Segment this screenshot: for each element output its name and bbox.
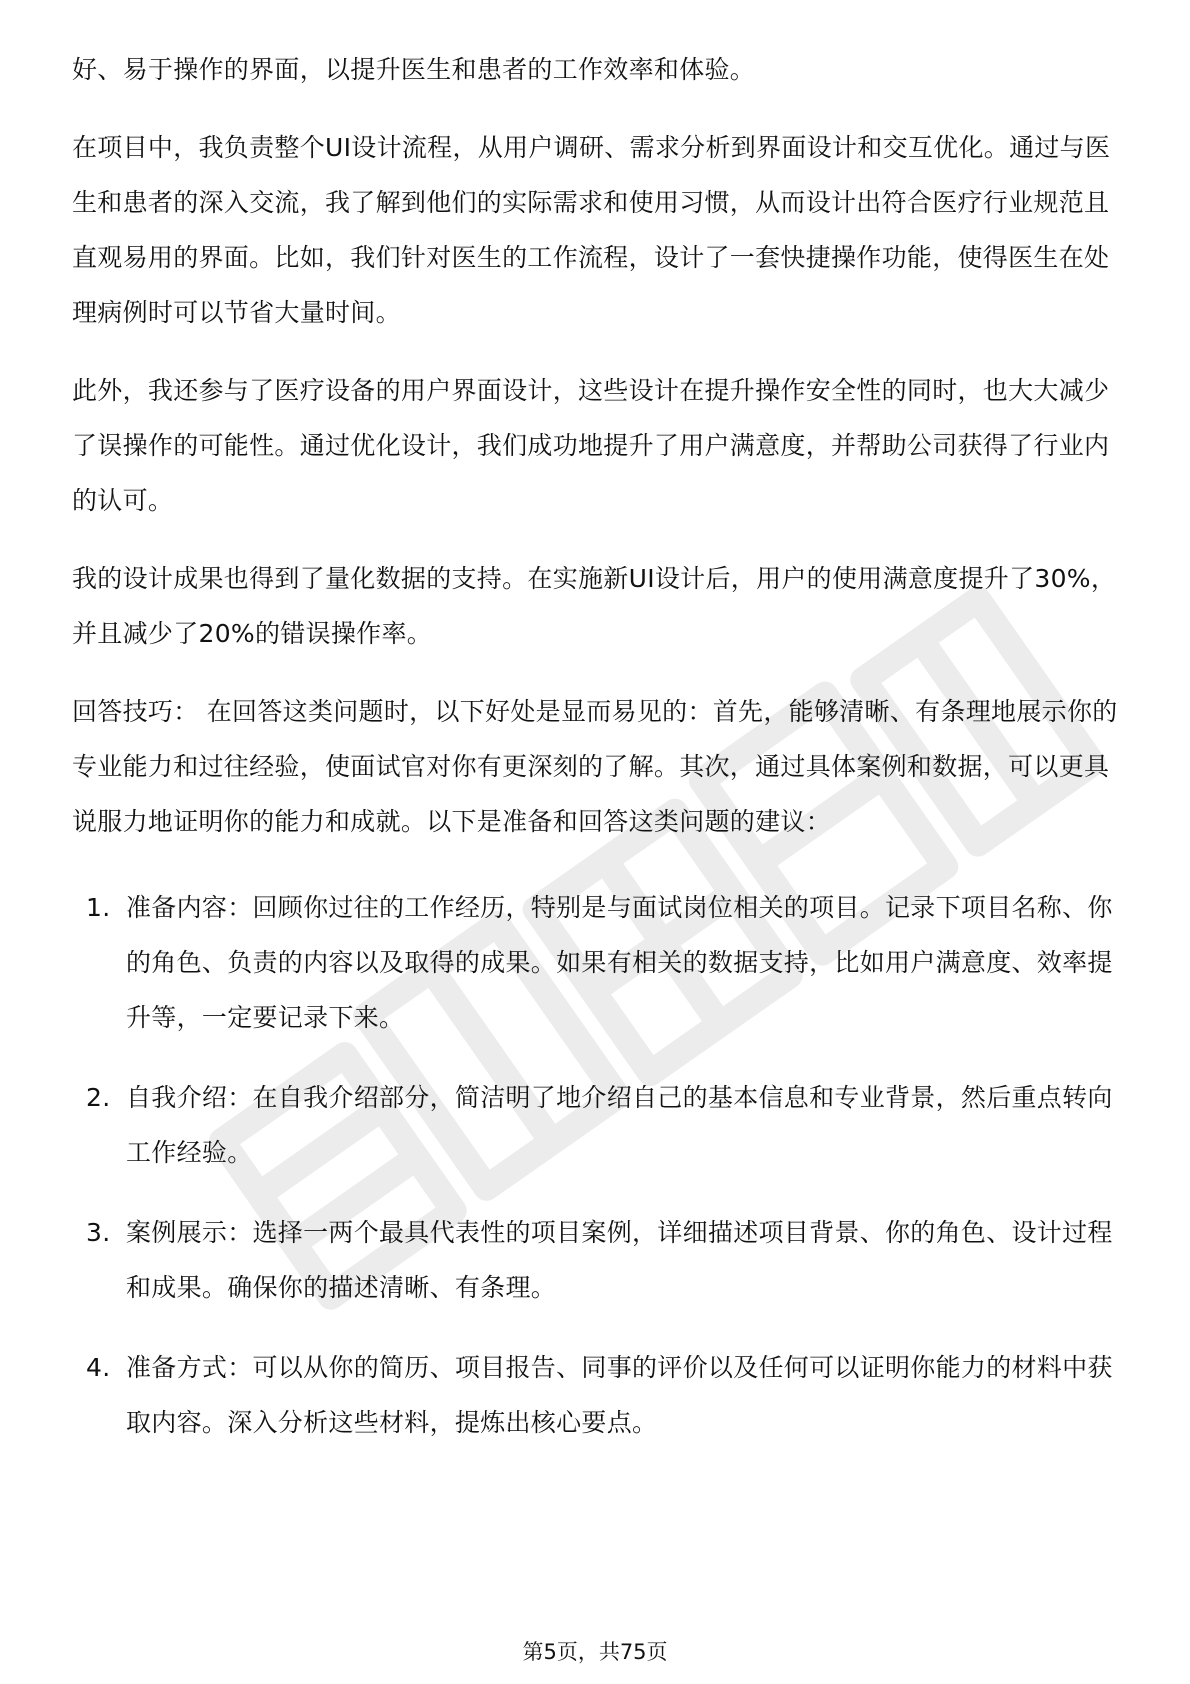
paragraph-intro-tail: 好、易于操作的界面，以提升医生和患者的工作效率和体验。: [72, 55, 756, 84]
list-item-text: 准备内容：回顾你过往的工作经历，特别是与面试岗位相关的项目。记录下项目名称、你的角色、负责的内容以及取得的成果。如果有相关的数据支持，比如用户满意度、效率提升等，一定要记录下来。: [126, 893, 1113, 1032]
list-item-number: 4.: [86, 1353, 111, 1382]
list-item: [72, 1340, 1122, 1450]
paragraph-project-role: 在项目中，我负责整个UI设计流程，从用户调研、需求分析到界面设计和交互优化。通过与医生和患者的深入交流，我了解到他们的实际需求和使用习惯，从而设计出符合医疗行业规范且直观易用的界面。比如，我们针对医生的工作流程，设计了一套快捷操作功能，使得医生在处理病例时可以节省大量时间。: [72, 133, 1111, 327]
list-item-number: 2.: [86, 1083, 111, 1112]
paragraph-device-ui: 此外，我还参与了医疗设备的用户界面设计，这些设计在提升操作安全性的同时，也大大减少了误操作的可能性。通过优化设计，我们成功地提升了用户满意度，并帮助公司获得了行业内的认可。: [72, 376, 1110, 515]
paragraph-answer-tips: 回答技巧： 在回答这类问题时，以下好处是显而易见的：首先，能够清晰、有条理地展示你的专业能力和过往经验，使面试官对你有更深刻的了解。其次，通过具体案例和数据，可以更具说服力地证明你的能力和成就。以下是准备和回答这类问题的建议：: [72, 697, 1118, 836]
list-item-text: 自我介绍：在自我介绍部分，简洁明了地介绍自己的基本信息和专业背景，然后重点转向工作经验。: [126, 1083, 1113, 1167]
page-number-footer: 第5页，共75页: [522, 1640, 668, 1664]
document-body: [72, 42, 1122, 1475]
suggestion-list: [72, 880, 1122, 1450]
paragraph-results: 我的设计成果也得到了量化数据的支持。在实施新UI设计后，用户的使用满意度提升了30%，并且减少了20%的错误操作率。: [72, 564, 1117, 648]
list-item: [72, 1205, 1122, 1315]
list-item: [72, 880, 1122, 1045]
list-item-text: 准备方式：可以从你的简历、项目报告、同事的评价以及任何可以证明你能力的材料中获取内容。深入分析这些材料，提炼出核心要点。: [126, 1353, 1113, 1437]
list-item: [72, 1070, 1122, 1180]
list-item-number: 3.: [86, 1218, 111, 1247]
list-item-number: 1.: [86, 893, 111, 922]
list-item-text: 案例展示：选择一两个最具代表性的项目案例，详细描述项目背景、你的角色、设计过程和成果。确保你的描述清晰、有条理。: [126, 1218, 1113, 1302]
